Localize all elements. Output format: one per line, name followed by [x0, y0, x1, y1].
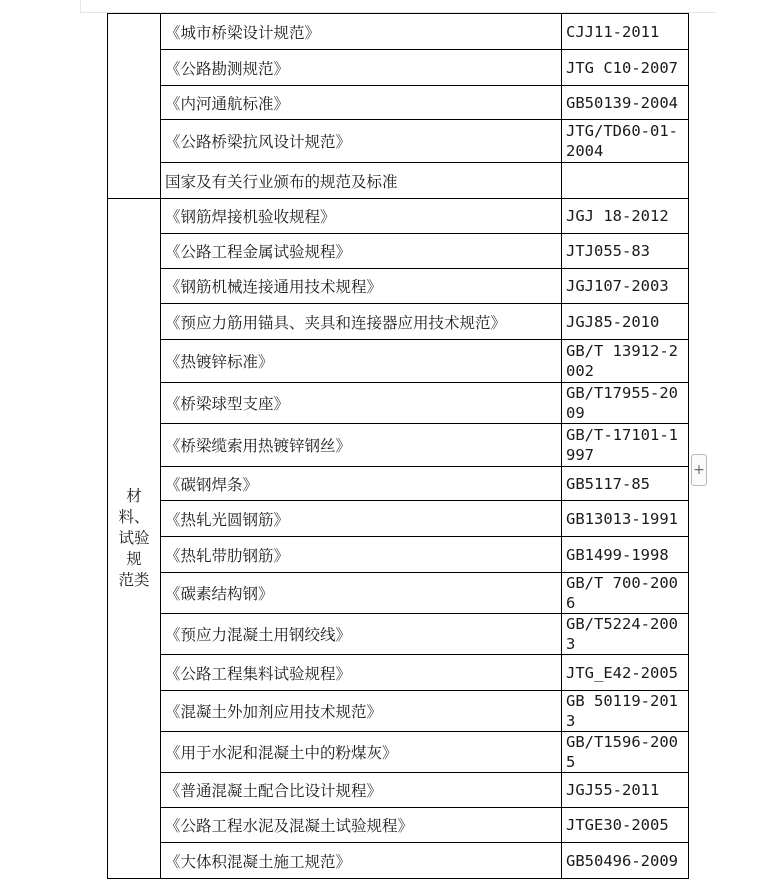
- standard-name: 国家及有关行业颁布的规范及标准: [161, 163, 562, 199]
- standard-name: 《混凝土外加剂应用技术规范》: [161, 691, 562, 732]
- standard-name: 《桥梁球型支座》: [161, 383, 562, 424]
- table-row: [108, 234, 689, 269]
- table-row: [108, 467, 689, 501]
- standard-name: 《大体积混凝土施工规范》: [161, 843, 562, 879]
- category-line: 材料、: [118, 487, 150, 526]
- standard-code: JGJ107-2003: [562, 269, 689, 304]
- standards-table: [107, 13, 689, 879]
- table-row: [108, 383, 689, 424]
- standard-code: JGJ85-2010: [562, 304, 689, 340]
- standard-name: 《公路桥梁抗风设计规范》: [161, 120, 562, 163]
- standard-name: 《碳素结构钢》: [161, 573, 562, 614]
- standard-code: GB1499-1998: [562, 537, 689, 573]
- table-row: [108, 773, 689, 808]
- standard-name: 《公路勘测规范》: [161, 50, 562, 86]
- table-row: [108, 269, 689, 304]
- table-row: [108, 655, 689, 691]
- table-row: [108, 50, 689, 86]
- table-row: [108, 14, 689, 50]
- standard-code: GB/T-17101-1997: [562, 424, 689, 467]
- standard-name: 《预应力混凝土用钢绞线》: [161, 614, 562, 655]
- table-row: [108, 808, 689, 843]
- standard-code: GB/T5224-2003: [562, 614, 689, 655]
- standard-code: GB50496-2009: [562, 843, 689, 879]
- standard-name: 《热轧带肋钢筋》: [161, 537, 562, 573]
- table-row: [108, 537, 689, 573]
- standard-name: 《内河通航标准》: [161, 86, 562, 120]
- standard-code: GB5117-85: [562, 467, 689, 501]
- standard-name: 《热镀锌标准》: [161, 340, 562, 383]
- standard-code: JTG C10-2007: [562, 50, 689, 86]
- table-row: [108, 843, 689, 879]
- table-row: [108, 304, 689, 340]
- standard-code: CJJ11-2011: [562, 14, 689, 50]
- category-cell: [108, 199, 161, 879]
- standard-name: 《城市桥梁设计规范》: [161, 14, 562, 50]
- table-row: [108, 424, 689, 467]
- category-line: 试验规: [118, 529, 150, 568]
- standard-code: JTJ055-83: [562, 234, 689, 269]
- standard-name: 《公路工程金属试验规程》: [161, 234, 562, 269]
- standard-code: JTG_E42-2005: [562, 655, 689, 691]
- standard-name: 《热轧光圆钢筋》: [161, 501, 562, 537]
- table-row: [108, 691, 689, 732]
- standard-name: 《碳钢焊条》: [161, 467, 562, 501]
- table-row: [108, 573, 689, 614]
- standard-code: JTGE30-2005: [562, 808, 689, 843]
- standard-code: GB/T1596-2005: [562, 732, 689, 773]
- standard-name: 《钢筋焊接机验收规程》: [161, 199, 562, 234]
- standard-code: GB50139-2004: [562, 86, 689, 120]
- table-row: [108, 614, 689, 655]
- category-cell: [108, 14, 161, 199]
- standard-code: [562, 163, 689, 199]
- table-row: [108, 340, 689, 383]
- standard-code: GB13013-1991: [562, 501, 689, 537]
- page-edge: [80, 0, 81, 12]
- category-label: [112, 486, 156, 591]
- category-line: 范类: [118, 571, 150, 589]
- standard-code: GB 50119-2013: [562, 691, 689, 732]
- standard-name: 《用于水泥和混凝土中的粉煤灰》: [161, 732, 562, 773]
- standard-name: 《桥梁缆索用热镀锌钢丝》: [161, 424, 562, 467]
- table-row: [108, 732, 689, 773]
- table-row: [108, 86, 689, 120]
- standard-name: 《钢筋机械连接通用技术规程》: [161, 269, 562, 304]
- standard-code: JGJ55-2011: [562, 773, 689, 808]
- table-row: [108, 501, 689, 537]
- standard-code: GB/T17955-2009: [562, 383, 689, 424]
- table-row: [108, 163, 689, 199]
- standard-code: GB/T 13912-2002: [562, 340, 689, 383]
- table-row: [108, 120, 689, 163]
- table-row: [108, 199, 689, 234]
- standard-name: 《普通混凝土配合比设计规程》: [161, 773, 562, 808]
- standard-code: JGJ 18-2012: [562, 199, 689, 234]
- standard-code: JTG/TD60-01-2004: [562, 120, 689, 163]
- add-row-button[interactable]: +: [691, 454, 707, 486]
- standard-name: 《公路工程集料试验规程》: [161, 655, 562, 691]
- standard-name: 《预应力筋用锚具、夹具和连接器应用技术规范》: [161, 304, 562, 340]
- standard-name: 《公路工程水泥及混凝土试验规程》: [161, 808, 562, 843]
- standard-code: GB/T 700-2006: [562, 573, 689, 614]
